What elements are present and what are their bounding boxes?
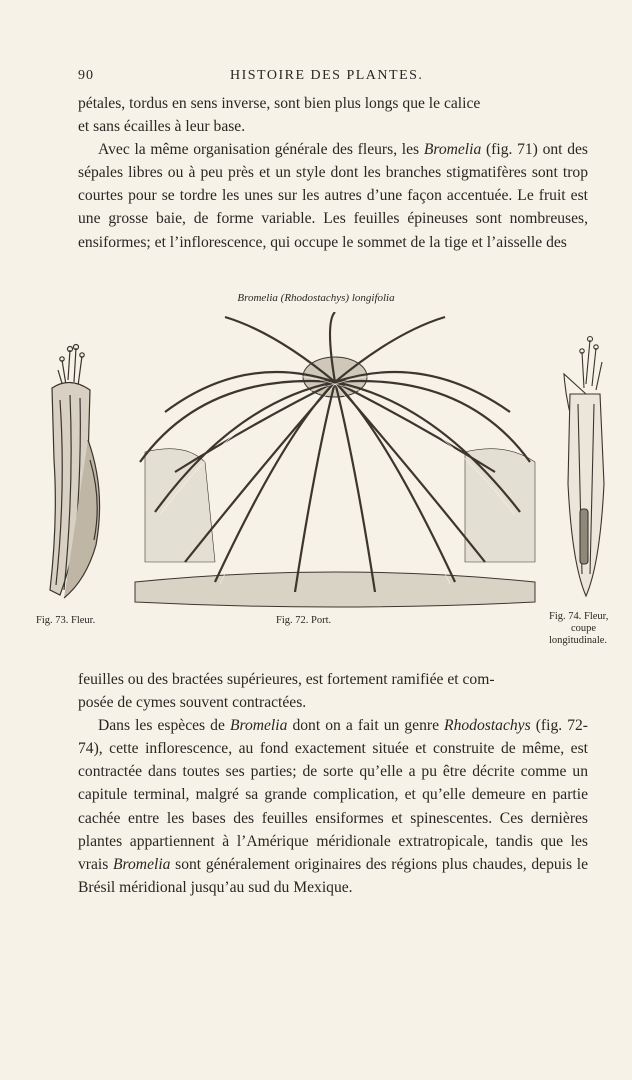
figure-title: Bromelia (Rhodostachys) longifolia [237,292,395,304]
text-run: sont généralement originaires des régions plus chaudes, depuis le Brésil méridional jusqu’au sud du Mexique. [78,855,588,896]
paragraph [78,714,588,899]
paragraph [78,138,588,253]
flower-section-illustration [556,334,614,602]
flower-illustration [40,340,110,602]
text-run: (fig. 72-74), cette inflorescence, au fond exactement située et construite de même, est contractée dans toutes ses parties; de sorte qu’elle a pu être décrite comme un capitule terminal, malgré sa grande complication, et qu’elle demeure en partie cachée entre les bases des feuilles ensiformes et spinescentes. Ces dernières plantes appartiennent à l’Amérique méridionale extratropicale, tandis que les vrais [78,717,588,873]
text-line: pétales, tordus en sens inverse, sont bien plus longs que le calice [78,95,481,112]
genus-name: Bromelia [229,717,288,735]
text-run: (fig. 71) ont des sépales libres ou à peu près et un style dont les branches stigmatifères sont trop courtes pour se tordre les unes sur les autres d’une façon accentuée. Le fruit est une grosse baie, de forme variable. Les feuilles épineuses sont nombreuses, ensiformes; et l’inflorescence, qui occupe le sommet de la tige et l’aisselle des [78,141,588,251]
genus-name: Bromelia [113,855,171,873]
caption-line: coupe [571,623,597,634]
text-block-bottom [78,668,588,899]
caption-line: longitudinale. [549,635,608,646]
genus-name: Bromelia [423,141,482,159]
fig74-caption [549,611,629,647]
running-title: HISTOIRE DES PLANTES. [230,68,424,83]
text-run: Dans les espèces de [98,717,230,735]
page-number: 90 [78,68,94,83]
running-header [78,68,588,88]
text-run: dont on a fait un genre [287,717,445,735]
text-line: feuilles ou des bractées supérieures, est fortement ramifiée et com- [78,671,495,688]
fig72-caption: Fig. 72. Port. [276,615,332,626]
text-line: posée de cymes souvent contractées. [78,694,307,712]
text-run: Avec la même organisation générale des fleurs, les [98,141,424,159]
genus-name: Rhodostachys [444,717,531,735]
text-line: et sans écailles à leur base. [78,118,246,136]
caption-line: Fig. 74. Fleur, [549,611,609,622]
bromelia-plant-illustration [125,312,545,612]
fig73-caption: Fig. 73. Fleur. [36,615,96,626]
text-block-top [78,92,588,254]
